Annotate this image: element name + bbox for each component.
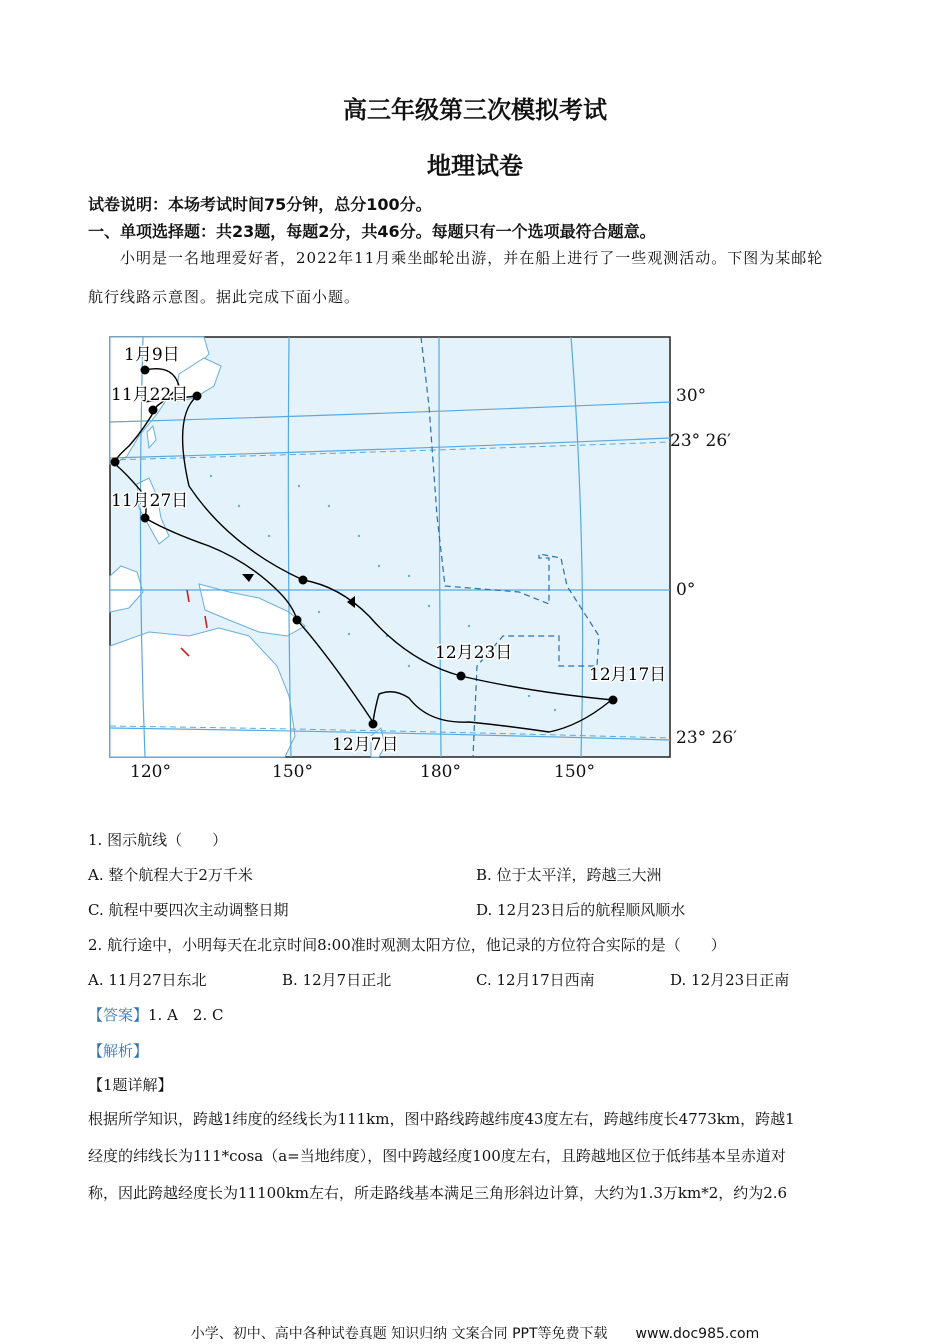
footer-link[interactable]: 小学、初中、高中各种试卷真题 知识归纳 文案合同 PPT等免费下载 www.doc985.com — [190, 1326, 760, 1342]
passage-line: 航行线路示意图。据此完成下面小题。 — [88, 288, 361, 306]
question-2-option-c: C. 12月17日西南 — [476, 971, 595, 989]
date-label-nov22: 11月22日 — [111, 385, 189, 405]
analysis-line: 称，因此跨越经度长为11100km左右，所走路线基本满足三角形斜边计算，大约为1.3万km*2，约为2.6 — [88, 1184, 788, 1202]
answer-tag: 【答案】 — [88, 1006, 149, 1024]
question-1-option-b: B. 位于太平洋，跨越三大洲 — [476, 866, 662, 884]
date-label-dec7: 12月7日 — [332, 735, 399, 755]
section-heading: 一、单项选择题：共23题，每题2分，共46分。每题只有一个选项最符合题意。 — [88, 222, 656, 241]
date-label-dec17: 12月17日 — [589, 665, 667, 685]
lat-label-tropic-south: 23° 26′ — [676, 728, 738, 748]
answer-line — [88, 1004, 224, 1025]
analysis-body — [88, 1101, 872, 1212]
exam-title: 高三年级第三次模拟考试 — [343, 95, 607, 124]
passage — [88, 242, 868, 314]
lat-label-equator: 0° — [676, 580, 696, 600]
route-map-svg — [109, 336, 671, 760]
question-1-option-c: C. 航程中要四次主动调整日期 — [88, 901, 289, 919]
detail-tag: 【1题详解】 — [88, 1076, 173, 1094]
question-2-option-a: A. 11月27日东北 — [88, 971, 207, 989]
lon-label-150w: 150° — [554, 762, 595, 782]
date-label-dec23: 12月23日 — [435, 643, 513, 663]
exam-subtitle: 地理试卷 — [427, 151, 523, 180]
question-1-option-a: A. 整个航程大于2万千米 — [88, 866, 253, 884]
lat-label-30: 30° — [676, 386, 707, 406]
question-2-stem: 2. 航行途中，小明每天在北京时间8:00准时观测太阳方位，他记录的方位符合实际的是（ ） — [88, 936, 726, 954]
date-label-nov27: 11月27日 — [111, 491, 189, 511]
lon-label-120: 120° — [130, 762, 171, 782]
date-label-jan9: 1月9日 — [124, 345, 180, 365]
route-map — [109, 336, 671, 760]
answer-text: 1. A 2. C — [148, 1006, 224, 1024]
question-2-option-b: B. 12月7日正北 — [282, 971, 392, 989]
lat-label-tropic-north: 23° 26′ — [670, 431, 732, 451]
lon-label-180: 180° — [420, 762, 461, 782]
analysis-line: 根据所学知识，跨越1纬度的经线长为111km，图中路线跨越纬度43度左右，跨越纬度长4773km，跨越1 — [88, 1110, 795, 1128]
lon-label-150: 150° — [272, 762, 313, 782]
exam-note: 试卷说明：本场考试时间75分钟，总分100分。 — [88, 195, 432, 214]
question-2-option-d: D. 12月23日正南 — [670, 971, 790, 989]
analysis-tag: 【解析】 — [88, 1042, 149, 1060]
question-1-stem: 1. 图示航线（ ） — [88, 831, 228, 849]
question-1-option-d: D. 12月23日后的航程顺风顺水 — [476, 901, 686, 919]
passage-line: 小明是一名地理爱好者，2022年11月乘坐邮轮出游，并在船上进行了一些观测活动。下图为某邮轮 — [120, 249, 824, 267]
analysis-line: 经度的纬线长为111*cosa（a=当地纬度），图中跨越经度100度左右，且跨越地区位于低纬基本呈赤道对 — [88, 1147, 786, 1165]
